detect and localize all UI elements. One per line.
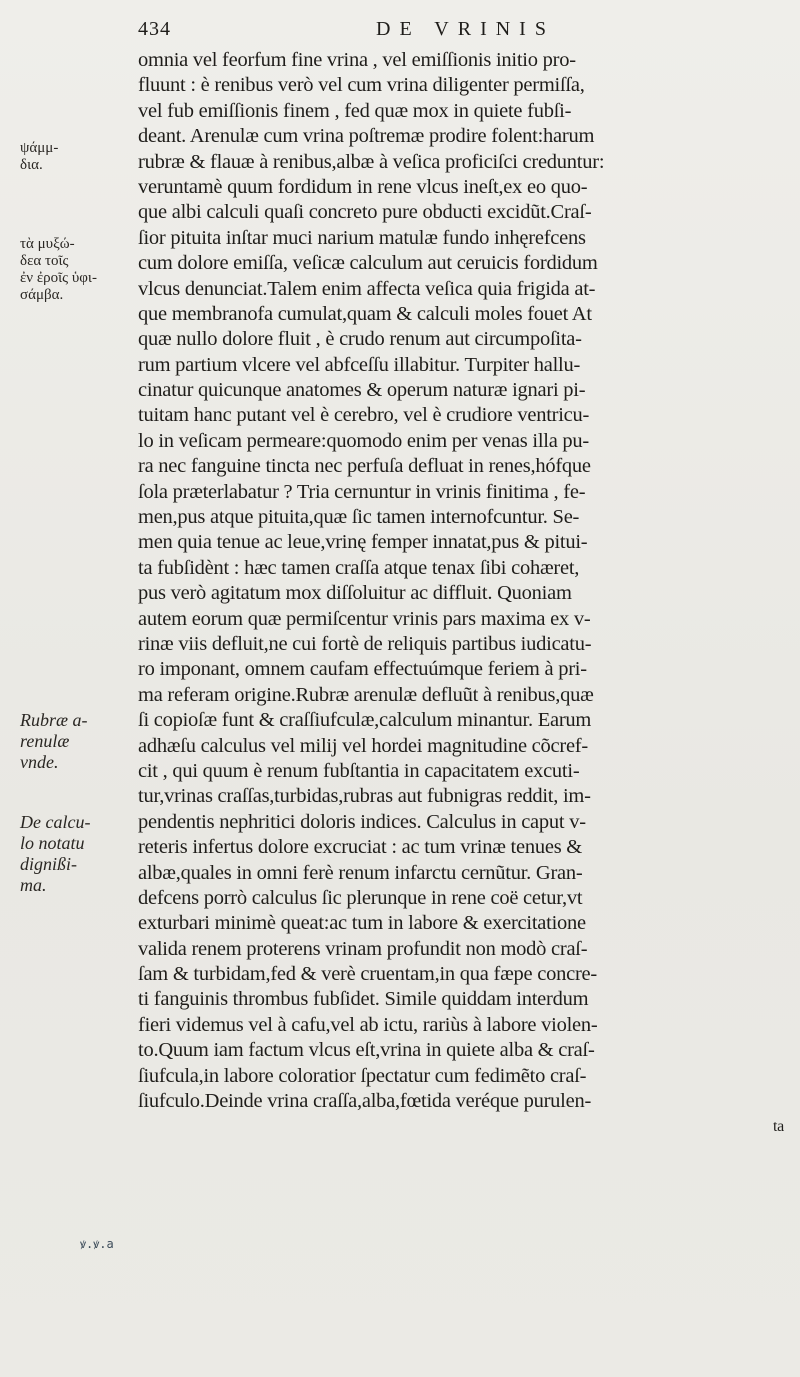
text-line: rinæ viis defluit,ne cui fortè de reliquis partibus iudicatu- xyxy=(138,632,592,655)
text-line: pus verò agitatum mox diſſoluitur ac diffluit. Quoniam xyxy=(138,582,572,605)
text-line: ro imponant, omnem caufam effectuúmque feriem à pri- xyxy=(138,658,587,681)
text-line: men,pus atque pituita,quæ ſic tamen internofcuntur. Se- xyxy=(138,506,580,529)
text-line: cinatur quicunque anatomes & operum naturæ ignari pi- xyxy=(138,379,586,402)
margin-line: ma. xyxy=(20,875,47,895)
text-line: veruntamè quum fordidum in rene vlcus ineſt,ex eo quo- xyxy=(138,175,588,198)
text-line: ma referam origine.Rubræ arenulæ defluũt à renibus,quæ xyxy=(138,683,594,706)
text-line: lo in veſicam permeare:quomodo enim per venas illa pu- xyxy=(138,429,590,452)
marginal-note-greek-1 xyxy=(20,140,120,174)
page-header xyxy=(138,10,778,44)
text-line: que membranofa cumulat,quam & calculi moles fouet At xyxy=(138,302,592,325)
running-title: DE VRINIS xyxy=(376,18,555,40)
text-line: tuitam hanc putant vel è cerebro, vel è crudiore ventricu- xyxy=(138,404,590,427)
text-line: deant. Arenulæ cum vrina poſtremæ prodire folent:harum xyxy=(138,125,595,148)
margin-line: σάμβα. xyxy=(20,287,64,303)
text-line: ſiufculo.Deinde vrina craſſa,alba,fœtida veréque purulen- xyxy=(138,1090,592,1113)
text-line: rum partium vlcere vel abfceſſu illabitur. Turpiter hallu- xyxy=(138,353,581,376)
margin-line: δια. xyxy=(20,157,43,173)
margin-line: Rubræ a- xyxy=(20,710,88,730)
text-line: cum dolore emiſſa, veſicæ calculum aut ceruicis fordidum xyxy=(138,252,598,275)
text-line: adhæſu calculus vel milij vel hordei magnitudine cõcref- xyxy=(138,734,588,757)
text-line: quæ nullo dolore fluit , è crudo renum aut circumpoſita- xyxy=(138,328,582,351)
text-line: ti fanguinis thrombus fubſidet. Simile quiddam interdum xyxy=(138,988,589,1011)
library-stamp: ꝟ.ꝟ.a xyxy=(80,1237,114,1251)
margin-line: ἐν ἐροῖς ὑφι- xyxy=(20,270,97,286)
text-line: valida renem proterens vrinam profundit non modò craſ- xyxy=(138,937,588,960)
text-line: albæ,quales in omni ferè renum infarctu cernũtur. Gran- xyxy=(138,861,583,884)
text-line: ſior pituita inſtar muci narium matulæ fundo inhęrefcens xyxy=(138,226,586,249)
margin-line: τὰ μυξώ- xyxy=(20,236,75,252)
text-line: exturbari minimè queat:ac tum in labore & exercitatione xyxy=(138,912,586,935)
marginal-note-de-calculo xyxy=(20,812,120,896)
text-line: ra nec fanguine tincta nec perfuſa defluat in renes,hófque xyxy=(138,455,591,478)
text-line: ſiufcula,in labore coloratior ſpectatur cum fedimẽto craſ- xyxy=(138,1064,587,1087)
text-line: ſam & turbidam,fed & verè cruentam,in qua fæpe concre- xyxy=(138,963,597,986)
text-line: fluunt : è renibus verò vel cum vrina diligenter permiſſa, xyxy=(138,74,585,97)
text-line: cit , qui quum è renum fubſtantia in capacitatem excuti- xyxy=(138,759,580,782)
margin-line: De calcu- xyxy=(20,812,91,832)
catchword: ta xyxy=(772,1118,784,1136)
margin-line: δεα τοῖς xyxy=(20,253,69,269)
text-line: fieri videmus vel à cafu,vel ab ictu, rariùs à labore violen- xyxy=(138,1013,598,1036)
text-line: to.Quum iam factum vlcus eſt,vrina in quiete alba & craſ- xyxy=(138,1039,595,1062)
marginal-note-rubrae-arenulae xyxy=(20,710,120,773)
margin-line: renulæ xyxy=(20,731,70,751)
text-line: omnia vel feorfum fine vrina , vel emiſſionis initio pro- xyxy=(138,49,576,71)
text-line: tur,vrinas craſſas,turbidas,rubras aut fubnigras reddit, im- xyxy=(138,785,591,808)
text-line: ſola præterlabatur ? Tria cernuntur in vrinis finitima , fe- xyxy=(138,480,586,503)
text-line: pendentis nephritici doloris indices. Calculus in caput v- xyxy=(138,810,586,833)
margin-line: ψάμμ- xyxy=(20,140,59,156)
text-line: defcens porrò calculus ſic plerunque in rene coë cetur,vt xyxy=(138,886,583,909)
text-line: ta fubſidènt : hæc tamen craſſa atque tenax ſibi cohæret, xyxy=(138,556,580,579)
margin-line: dignißi- xyxy=(20,854,77,874)
body-text xyxy=(138,48,784,1140)
text-line: reteris infertus dolore excruciat : ac tum vrinæ tenues & xyxy=(138,836,582,859)
margin-line: lo notatu xyxy=(20,833,85,853)
marginal-note-greek-2 xyxy=(20,236,120,304)
text-line: vlcus denunciat.Talem enim affecta veſica quia frigida at- xyxy=(138,277,596,300)
text-line: ſi copioſæ funt & craſſiufculæ,calculum minantur. Earum xyxy=(138,709,592,732)
text-line: men quia tenue ac leue,vrinę femper innatat,pus & pitui- xyxy=(138,531,588,554)
text-line: vel fub emiſſionis finem , fed quæ mox in quiete fubſi- xyxy=(138,99,572,122)
text-line: autem eorum quæ permiſcentur vrinis pars maxima ex v- xyxy=(138,607,591,630)
margin-line: vnde. xyxy=(20,752,59,772)
text-line: rubræ & flauæ à renibus,albæ à veſica proficiſci creduntur: xyxy=(138,150,605,173)
text-line: que albi calculi quaſi concreto pure obducti excidũt.Craſ- xyxy=(138,201,592,224)
page-number: 434 xyxy=(138,18,171,40)
